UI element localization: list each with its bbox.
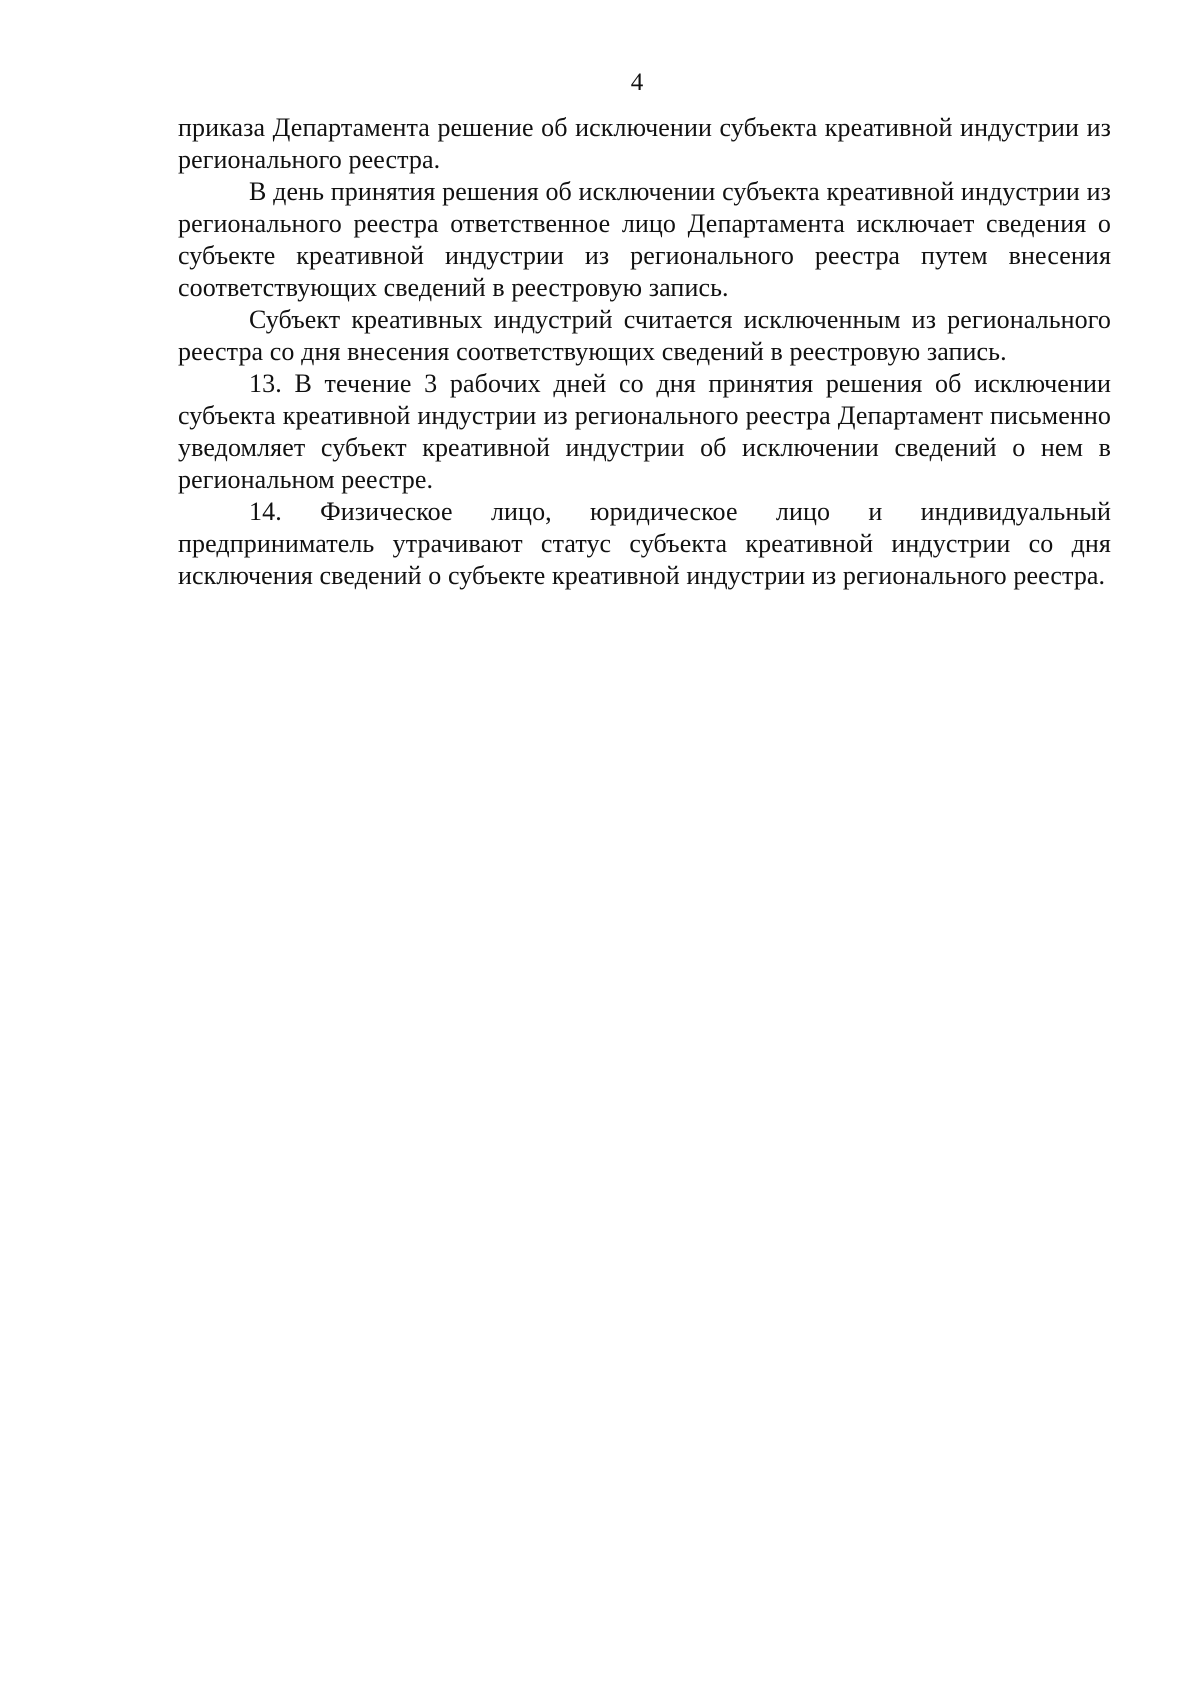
document-body — [178, 112, 1111, 592]
paragraph-continuation: приказа Департамента решение об исключении субъекта креативной индустрии из регионального реестра. — [178, 113, 1111, 174]
paragraph-exclusion-day: В день принятия решения об исключении субъекта креативной индустрии из регионального реестра ответственное лицо Департамента исключает сведения о субъекте креативной индустрии из регионального реестра путем внесения соответствующих сведений в реестровую запись. — [178, 177, 1111, 302]
page-number: 4 — [630, 69, 644, 96]
paragraph-item-14: 14. Физическое лицо, юридическое лицо и индивидуальный предприниматель утрачивают статус субъекта креативной индустрии со дня исключения сведений о субъекте креативной индустрии из регионального реестра. — [178, 497, 1111, 590]
paragraph-item-13: 13. В течение 3 рабочих дней со дня принятия решения об исключении субъекта креативной индустрии из регионального реестра Департамент письменно уведомляет субъект креативной индустрии об исключении сведений о нем в региональном реестре. — [178, 369, 1111, 494]
paragraph-considered-excluded: Субъект креативных индустрий считается исключенным из регионального реестра со дня внесения соответствующих сведений в реестровую запись. — [178, 305, 1111, 366]
